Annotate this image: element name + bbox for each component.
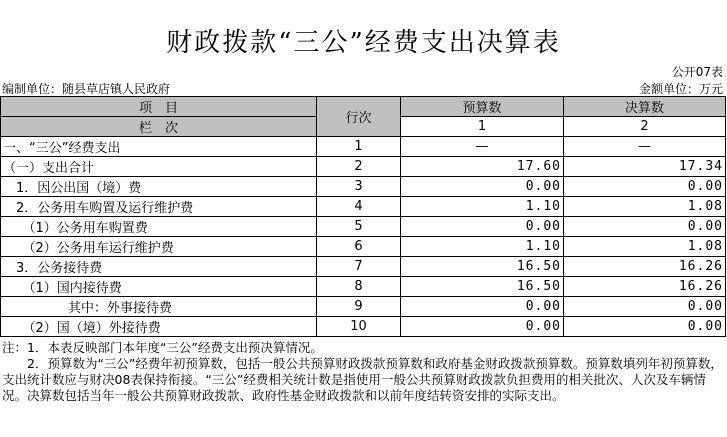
header-budget: 预算数: [401, 97, 564, 117]
row-budget: 16.50: [401, 277, 564, 297]
row-line: 6: [317, 237, 401, 257]
header-final: 决算数: [564, 97, 726, 117]
row-final: 0.00: [564, 177, 726, 197]
table-row: [1, 297, 726, 317]
header-budget-index: 1: [401, 117, 564, 137]
amount-unit: 金额单位：万元: [638, 82, 723, 96]
row-label: 一、“三公”经费支出: [1, 137, 317, 157]
row-label: （2）国（境）外接待费: [1, 317, 317, 337]
row-budget: 0.00: [401, 297, 564, 317]
row-label: 1．因公出国（境）费: [1, 177, 317, 197]
row-line: 4: [317, 197, 401, 217]
row-label: （2）公务用车运行维护费: [1, 237, 317, 257]
row-final: 0.00: [564, 217, 726, 237]
header-final-index: 2: [564, 117, 726, 137]
row-label: 其中：外事接待费: [1, 297, 317, 317]
row-label: 2．公务用车购置及运行维护费: [1, 197, 317, 217]
row-budget: 0.00: [401, 217, 564, 237]
row-label: 3．公务接待费: [1, 257, 317, 277]
table-row: [1, 277, 726, 297]
note-1: 注：1．本表反映部门本年度“三公”经费支出预决算情况。: [2, 340, 323, 355]
table-row: [1, 237, 726, 257]
row-budget: 0.00: [401, 317, 564, 337]
row-line: 9: [317, 297, 401, 317]
form-code: 公开07表: [671, 65, 723, 79]
header-col-name: 栏 次: [1, 117, 317, 137]
row-line: 5: [317, 217, 401, 237]
row-budget: 1.10: [401, 197, 564, 217]
row-final: 0.00: [564, 317, 726, 337]
row-line: 1: [317, 137, 401, 157]
row-final: 17.34: [564, 157, 726, 177]
row-label: （1）公务用车购置费: [1, 217, 317, 237]
table-row: [1, 197, 726, 217]
table-row: [1, 177, 726, 197]
row-line: 2: [317, 157, 401, 177]
row-final: —: [564, 137, 726, 157]
row-budget: —: [401, 137, 564, 157]
expense-table: [0, 96, 726, 337]
row-line: 8: [317, 277, 401, 297]
note-2: 2．预算数为“三公”经费年初预算数，包括一般公共预算财政拨款预算数和政府基金财政拨款预算数。预算数填列年初预算数，支出统计数应与财决08表保持衔接。“三公”经费相关统计数是指使用一般公共预算财政拨款负担费用的相关批次、人次及车辆情况。决算数包括当年一般公共预算财政拨款、政府性基金财政拨款和以前年度结转资安排的实际支出。: [2, 356, 723, 403]
header-line: 行次: [317, 97, 401, 137]
row-label: （1）国内接待费: [1, 277, 317, 297]
row-line: 3: [317, 177, 401, 197]
notes-section: [2, 340, 724, 404]
header-item: 项 目: [1, 97, 317, 117]
report-title: 财政拨款“三公”经费支出决算表: [166, 28, 561, 58]
row-label: （一）支出合计: [1, 157, 317, 177]
row-line: 7: [317, 257, 401, 277]
row-final: 1.08: [564, 197, 726, 217]
table-row: [1, 317, 726, 337]
row-final: 1.08: [564, 237, 726, 257]
row-budget: 17.60: [401, 157, 564, 177]
row-final: 16.26: [564, 257, 726, 277]
row-budget: 1.10: [401, 237, 564, 257]
row-final: 16.26: [564, 277, 726, 297]
row-line: 10: [317, 317, 401, 337]
compiling-unit: 编制单位：随县草店镇人民政府: [2, 82, 171, 96]
table-row: [1, 257, 726, 277]
row-final: 0.00: [564, 297, 726, 317]
table-row: [1, 157, 726, 177]
table-row: [1, 217, 726, 237]
row-budget: 0.00: [401, 177, 564, 197]
table-row: [1, 137, 726, 157]
row-budget: 16.50: [401, 257, 564, 277]
